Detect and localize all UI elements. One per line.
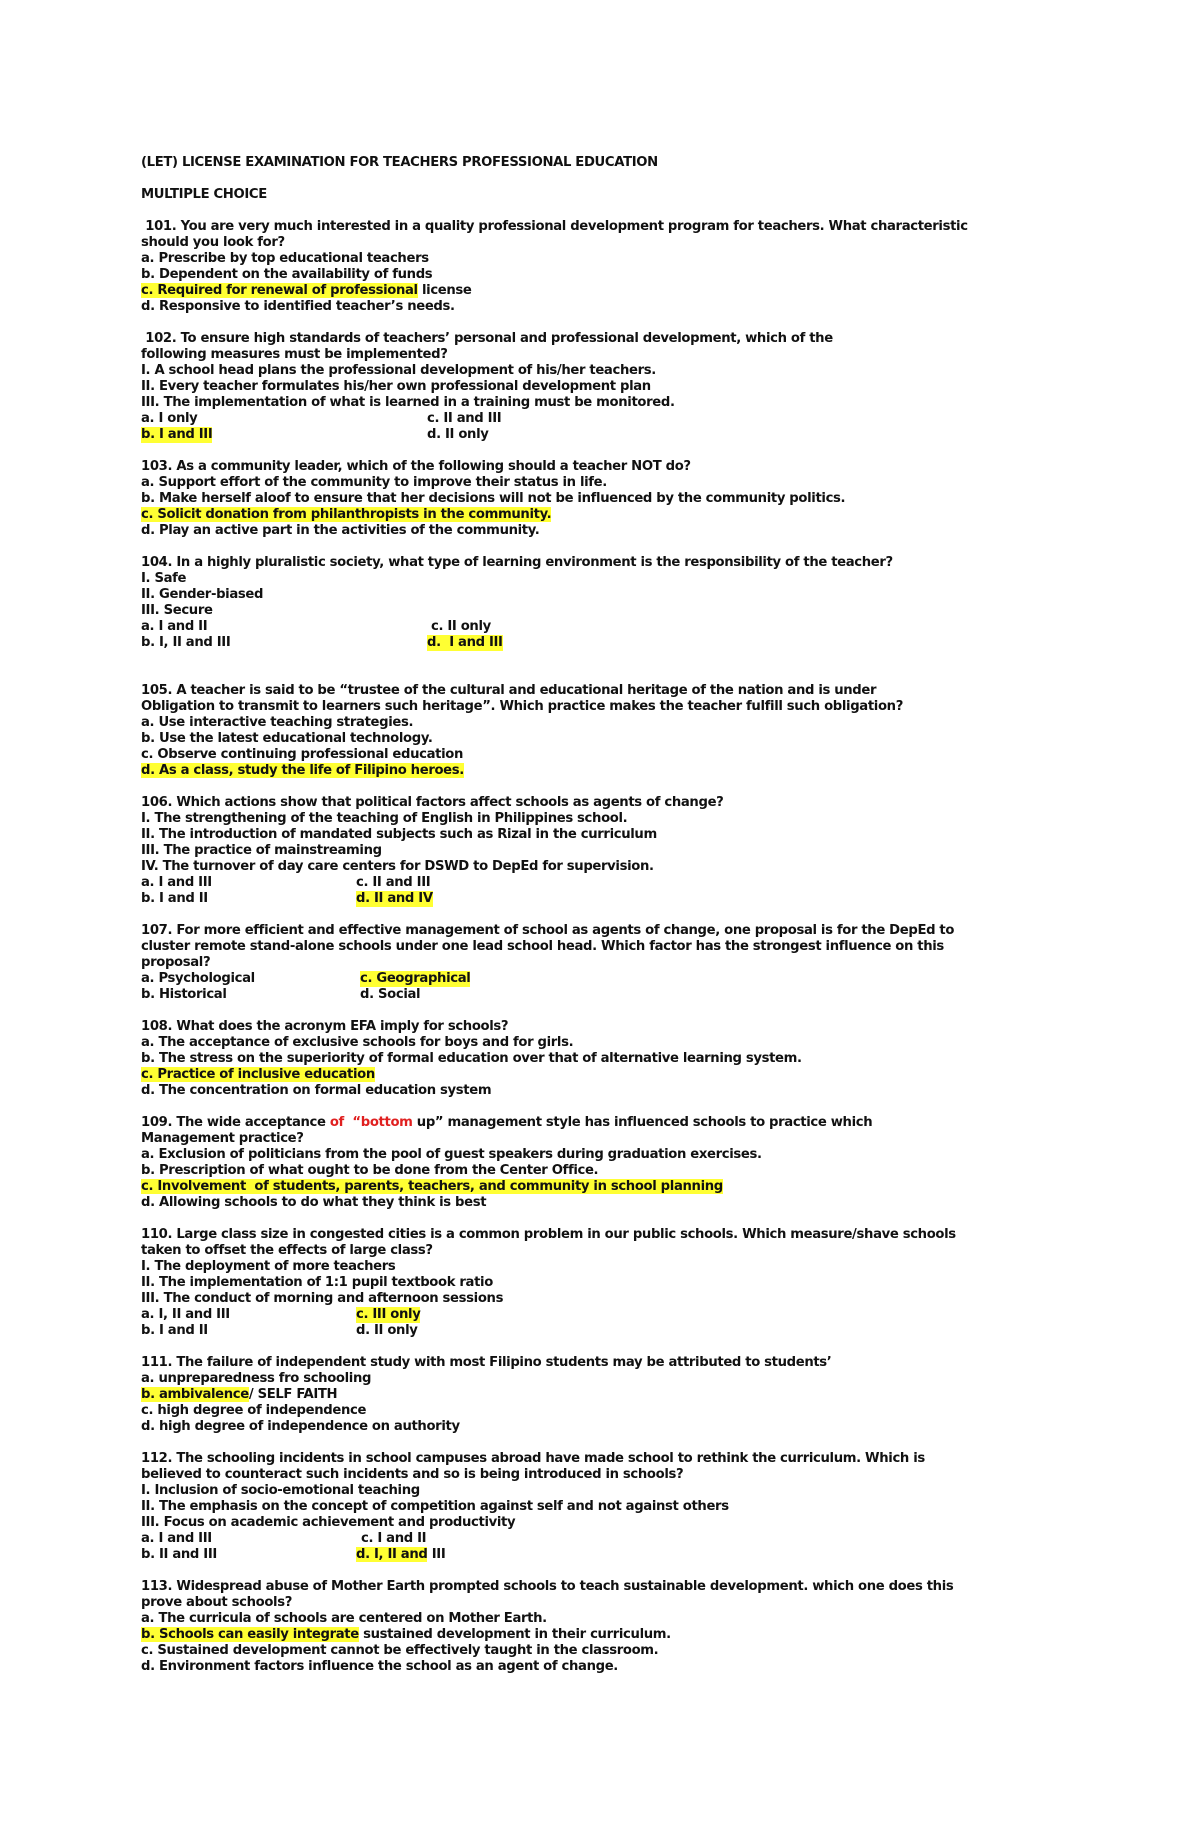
choice-c (141, 1067, 1061, 1083)
choice-d-rest: III (427, 1547, 446, 1562)
item-ii: II. Every teacher formulates his/her own professional development plan (141, 379, 651, 394)
choice-b: b. I and II (141, 891, 208, 906)
item-ii: II. Gender-biased (141, 587, 264, 602)
choice-c (141, 1179, 1061, 1195)
choice-b: b. The stress on the superiority of formal education over that of alternative learning system. (141, 1051, 802, 1066)
question-107 (141, 923, 1061, 1003)
item-iii: III. The implementation of what is learned in a training must be monitored. (141, 395, 675, 410)
item-i: I. A school head plans the professional development of his/her teachers. (141, 363, 656, 378)
answer-highlight: b. Schools can easily integrate (141, 1627, 359, 1642)
question-102 (141, 331, 1061, 443)
choice-c: c. Geographical (360, 971, 471, 986)
question-stem: 102. To ensure high standards of teachers’ personal and professional development, which of the (141, 331, 833, 346)
item-iv: IV. The turnover of day care centers for DSWD to DepEd for supervision. (141, 859, 654, 874)
choice-c: c. II and III (356, 875, 431, 890)
choice-d: d. Environment factors influence the school as an agent of change. (141, 1659, 618, 1674)
choice-b: b. Use the latest educational technology. (141, 731, 433, 746)
choice-a: a. I and II (141, 619, 208, 634)
question-stem: 107. For more efficient and effective management of school as agents of change, one proposal is for the DepEd to (141, 923, 955, 938)
choice-c: c. II only (431, 619, 491, 634)
choice-b: b. I, II and III (141, 635, 231, 650)
question-110 (141, 1227, 1061, 1339)
question-stem: Obligation to transmit to learners such heritage”. Which practice makes the teacher fulfill such obligation? (141, 699, 904, 714)
choice-row (141, 987, 1061, 1003)
item-i: I. Safe (141, 571, 187, 586)
choice-b (141, 1627, 1061, 1643)
choice-d: d. I and III (427, 635, 503, 650)
question-106 (141, 795, 1061, 907)
choice-a: a. Support effort of the community to improve their status in life. (141, 475, 607, 490)
choice-d: d. II and IV (356, 891, 433, 906)
choice-c (141, 507, 1061, 523)
answer-highlight: d. As a class, study the life of Filipino heroes. (141, 763, 464, 778)
question-stem: taken to offset the effects of large class? (141, 1243, 433, 1258)
question-stem: 105. A teacher is said to be “trustee of the cultural and educational heritage of the nation and is under (141, 683, 877, 698)
question-113 (141, 1579, 1061, 1675)
question-104 (141, 555, 1061, 651)
item-ii: II. The introduction of mandated subjects such as Rizal in the curriculum (141, 827, 657, 842)
choice-b (141, 1387, 1061, 1403)
question-stem: 113. Widespread abuse of Mother Earth prompted schools to teach sustainable development. which one does this (141, 1579, 954, 1594)
choice-a: a. I and III (141, 1531, 212, 1546)
choice-a: a. The acceptance of exclusive schools for boys and for girls. (141, 1035, 574, 1050)
choice-d: d. high degree of independence on authority (141, 1419, 460, 1434)
stem-text: up” management style has influenced schools to practice which (412, 1115, 873, 1130)
answer-highlight: b. ambivalence (141, 1387, 249, 1402)
choice-b: b. Prescription of what ought to be done from the Center Office. (141, 1163, 599, 1178)
question-stem: following measures must be implemented? (141, 347, 448, 362)
choice-d: d. Play an active part in the activities of the community. (141, 523, 540, 538)
choice-c: c. Sustained development cannot be effectively taught in the classroom. (141, 1643, 659, 1658)
choice-d: d. Allowing schools to do what they think is best (141, 1195, 487, 1210)
choice-d (356, 1547, 445, 1563)
question-stem: 108. What does the acronym EFA imply for schools? (141, 1019, 509, 1034)
choice-d (141, 763, 1061, 779)
choice-b: b. Dependent on the availability of funds (141, 267, 433, 282)
choice-d: d. II only (427, 427, 489, 442)
question-stem: cluster remote stand-alone schools under one lead school head. Which factor has the strongest influence on this (141, 939, 944, 954)
choice-c: c. Observe continuing professional education (141, 747, 464, 762)
choice-row (141, 635, 1061, 651)
choice-row (141, 971, 1061, 987)
choice-c: c. high degree of independence (141, 1403, 367, 1418)
question-stem: believed to counteract such incidents and so is being introduced in schools? (141, 1467, 684, 1482)
choice-b: b. Historical (141, 987, 227, 1002)
question-stem: 101. You are very much interested in a quality professional development program for teachers. What characteristic (141, 219, 968, 234)
question-109 (141, 1115, 1061, 1211)
item-i: I. The strengthening of the teaching of English in Philippines school. (141, 811, 628, 826)
choice-row (141, 411, 1061, 427)
choice-d: d. The concentration on formal education system (141, 1083, 492, 1098)
question-stem: proposal? (141, 955, 211, 970)
choice-b: b. I and II (141, 1323, 208, 1338)
choice-row (141, 1547, 1061, 1563)
question-stem: 112. The schooling incidents in school campuses abroad have made school to rethink the curriculum. Which is (141, 1451, 925, 1466)
choice-b-rest: / SELF FAITH (248, 1387, 338, 1402)
answer-highlight: c. Required for renewal of professional (141, 283, 418, 298)
question-stem: Management practice? (141, 1131, 304, 1146)
choice-a: a. I, II and III (141, 1307, 230, 1322)
item-iii: III. Focus on academic achievement and productivity (141, 1515, 516, 1530)
question-stem: 111. The failure of independent study with most Filipino students may be attributed to students’ (141, 1355, 832, 1370)
choice-c: c. II and III (427, 411, 502, 426)
choice-a: a. The curricula of schools are centered on Mother Earth. (141, 1611, 547, 1626)
question-112 (141, 1451, 1061, 1563)
item-ii: II. The implementation of 1:1 pupil textbook ratio (141, 1275, 493, 1290)
item-iii: III. The practice of mainstreaming (141, 843, 382, 858)
answer-highlight: c. Involvement of students, parents, teachers, and community in school planning (141, 1179, 723, 1194)
choice-d: d. II only (356, 1323, 418, 1338)
document-page (141, 155, 1061, 1675)
question-stem (141, 1115, 1061, 1131)
document-title: (LET) LICENSE EXAMINATION FOR TEACHERS PROFESSIONAL EDUCATION (141, 155, 658, 170)
choice-row (141, 1531, 1061, 1547)
choice-b-rest: sustained development in their curriculum. (358, 1627, 671, 1642)
question-111 (141, 1355, 1061, 1435)
choice-c: c. III only (356, 1307, 421, 1322)
question-stem: should you look for? (141, 235, 285, 250)
item-ii: II. The emphasis on the concept of competition against self and not against others (141, 1499, 729, 1514)
item-i: I. Inclusion of socio-emotional teaching (141, 1483, 420, 1498)
section-heading: MULTIPLE CHOICE (141, 187, 267, 202)
red-text: of “bottom (329, 1115, 413, 1130)
choice-a: a. Use interactive teaching strategies. (141, 715, 414, 730)
choice-a: a. Prescribe by top educational teachers (141, 251, 429, 266)
choice-d: d. Responsive to identified teacher’s needs. (141, 299, 455, 314)
question-stem: prove about schools? (141, 1595, 293, 1610)
choice-row (141, 875, 1061, 891)
choice-c: c. I and II (361, 1531, 427, 1546)
question-stem: 104. In a highly pluralistic society, what type of learning environment is the responsibility of the teacher? (141, 555, 893, 570)
choice-row (141, 427, 1061, 443)
question-stem: 103. As a community leader, which of the following should a teacher NOT do? (141, 459, 691, 474)
answer-highlight: c. Solicit donation from philanthropists in the community. (141, 507, 552, 522)
question-103 (141, 459, 1061, 539)
question-stem: 110. Large class size in congested cities is a common problem in our public schools. Which measure/shave schools (141, 1227, 956, 1242)
choice-c-rest: license (417, 283, 472, 298)
question-101 (141, 219, 1061, 315)
answer-highlight: d. I, II and (356, 1547, 428, 1562)
question-105 (141, 683, 1061, 779)
choice-a: a. I and III (141, 875, 212, 890)
choice-a: a. unpreparedness fro schooling (141, 1371, 372, 1386)
choice-c (141, 283, 1061, 299)
question-stem: 106. Which actions show that political factors affect schools as agents of change? (141, 795, 724, 810)
choice-row (141, 619, 1061, 635)
answer-highlight: c. Practice of inclusive education (141, 1067, 375, 1082)
item-iii: III. The conduct of morning and afternoon sessions (141, 1291, 504, 1306)
choice-a: a. Psychological (141, 971, 255, 986)
item-iii: III. Secure (141, 603, 213, 618)
item-i: I. The deployment of more teachers (141, 1259, 396, 1274)
choice-b: b. I and III (141, 427, 213, 442)
choice-b: b. Make herself aloof to ensure that her decisions will not be influenced by the community politics. (141, 491, 846, 506)
choice-row (141, 891, 1061, 907)
choice-row (141, 1307, 1061, 1323)
stem-text: 109. The wide acceptance (141, 1115, 330, 1130)
choice-a: a. I only (141, 411, 198, 426)
choice-row (141, 1323, 1061, 1339)
question-108 (141, 1019, 1061, 1099)
choice-d: d. Social (360, 987, 421, 1002)
choice-a: a. Exclusion of politicians from the pool of guest speakers during graduation exercises. (141, 1147, 762, 1162)
choice-b: b. II and III (141, 1547, 217, 1562)
